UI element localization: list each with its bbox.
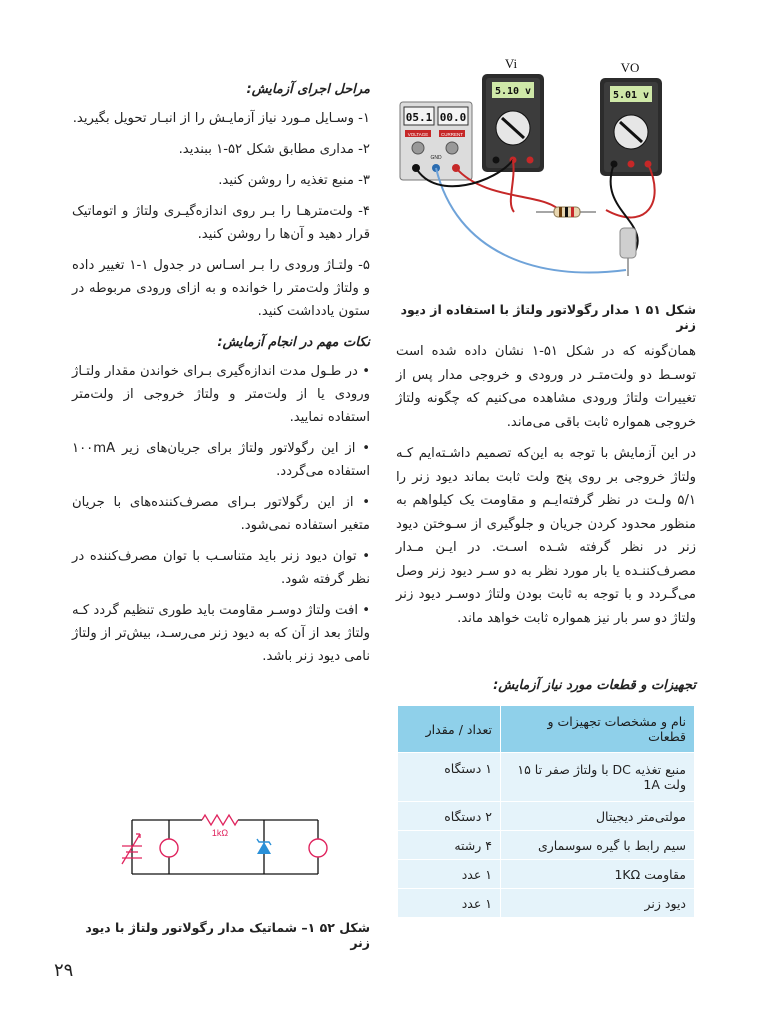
right-paragraph-1: همان‌گونه که در شکل ۵۱-۱ نشان داده شده است توسـط دو ولت‌متـر در ورودی و خروجی مدار پس از تغییرات ولتاژ ورودی مشاهده می‌کنیم که چگونه ولتاژ خروجی همواره ثابت باقی می‌ماند. (396, 344, 696, 430)
note-5: • افت ولتاژ دوسـر مقاومت باید طوری تنظیم گردد کـه ولتاژ بعد از آن که به دیود زنر می‌رسـد، بیش‌تر از ولتاژ نامی دیود زنر باشد. (72, 599, 370, 668)
table-row (398, 753, 694, 802)
row-quantity: ۱ دستگاه (398, 753, 501, 802)
row-quantity: ۲ دستگاه (398, 802, 501, 831)
row-quantity: ۴ رشته (398, 831, 501, 860)
table-row (398, 860, 694, 889)
row-quantity: ۱ عدد (398, 860, 501, 889)
table-row (398, 802, 694, 831)
note-3: • از این رگولاتور بـرای مصرف‌کننده‌های با جریان متغیر استفاده نمی‌شود. (72, 491, 370, 537)
header-item-name: نام و مشخصات تجهیزات و قطعات (501, 706, 695, 753)
table-row (398, 831, 694, 860)
meter2-reading: 5.01 v (612, 90, 650, 101)
meter1-reading: 5.10 v (494, 86, 532, 97)
step-4: ۴- ولت‌مترهـا را بـر روی اندازه‌گیـری ولتاژ و اتوماتیک قرار دهید و آن‌ها را روشن کنید. (72, 204, 370, 242)
left-column (72, 78, 370, 676)
notes-heading: نکات مهم در انجام آزمایش: (217, 335, 370, 350)
zener-regulator-schematic (112, 806, 332, 886)
step-3: ۳- منبع تغذیه را روشن کنید. (218, 173, 370, 188)
row-item: سیم رابط با گیره سوسماری (501, 831, 695, 860)
row-item: مولتی‌متر دیجیتال (501, 802, 695, 831)
header-quantity: تعداد / مقدار (398, 706, 501, 753)
table-row (398, 889, 694, 918)
circuit-photo (396, 52, 696, 292)
voltmeter-vo-symbol (309, 839, 327, 857)
psu-voltage-display: 05.1 (405, 111, 433, 124)
step-1: ۱- وسـایل مـورد نیاز آزمایـش را از انبـار تحویل بگیرید. (72, 111, 370, 126)
row-quantity: ۱ عدد (398, 889, 501, 918)
procedure-heading: مراحل اجرای آزمایش: (246, 82, 370, 97)
multimeter-vi (482, 74, 544, 172)
row-item: دیود زنر (501, 889, 695, 918)
psu-voltage-label: VOLTAGE (407, 132, 429, 137)
psu-current-display: 00.0 (439, 111, 467, 124)
multimeter-vo (600, 78, 662, 176)
vi-label: Vi (504, 56, 518, 71)
note-4: • توان دیود زنر باید متناسـب با توان مصرف‌کننده در نظر گرفته شود. (72, 545, 370, 591)
step-5: ۵- ولتـاژ ورودی را بـر اسـاس در جدول ۱-۱ تغییر داده و ولتاژ ولت‌متر را خوانده و به ازای ورودی مربوطه در ستون یادداشت کنید. (72, 258, 370, 319)
vo-label: VO (620, 60, 640, 75)
step-2: ۲- مداری مطابق شکل ۵۲-۱ ببندید. (178, 142, 370, 157)
table-header-row (398, 706, 694, 753)
page-number: ۲۹ (54, 960, 74, 981)
voltmeter-vi-symbol (160, 839, 178, 857)
note-1: • در طـول مدت اندازه‌گیری بـرای خواندن مقدار ولتـاژ ورودی یا از ولت‌متر و ولتاژ خروجی از ولت‌متر استفاده نمایید. (72, 360, 370, 429)
right-paragraph-2: در این آزمایش با توجه به این‌که تصمیم داشـته‌ایم کـه ولتاژ خروجی بر روی پنج ولت ثابت بماند دیود زنر را ۵/۱ ولـت در نظر گرفته‌ایـم و مقاومت یک کیلواهم به منظور محدود کردن جریان و جلوگیری از سـوختن دیود زنر در نظر گرفته شـده اسـت. در ایـن مـدار مصرف‌کننـده یا بار مورد نظر به دو سـر دیود زنر وصل می‌گـردد و با توجه به ثابت بودن ولتاژ دوسـر دیود زنر ولتاژ دو سر بار نیز همواره ثابت خواهد ماند. (396, 446, 696, 626)
equipment-heading: تجهیزات و قطعات مورد نیاز آزمایش: (493, 678, 696, 693)
row-item: مقاومت 1KΩ (501, 860, 695, 889)
resistor-label: 1kΩ (211, 828, 229, 838)
figure-51-caption: شکل ۵۱ ۱ مدار رگولاتور ولتاژ با استفاده از دیود زنر (400, 302, 696, 332)
row-item: منبع تغذیه DC با ولتاژ صفر تا ۱۵ ولت 1A (501, 753, 695, 802)
resistor-symbol (202, 815, 238, 825)
psu-gnd-label: GND (430, 155, 442, 161)
right-text (396, 340, 696, 638)
figure-52-caption: شکل ۵۲ ۱– شماتیک مدار رگولاتور ولتاژ با دیود زنر (85, 920, 370, 950)
equipment-table (398, 706, 694, 917)
note-2: • از این رگولاتور ولتاژ برای جریان‌های زیر ۱۰۰mA استفاده می‌گردد. (72, 437, 370, 483)
psu-current-label: CURRENT (441, 132, 463, 137)
